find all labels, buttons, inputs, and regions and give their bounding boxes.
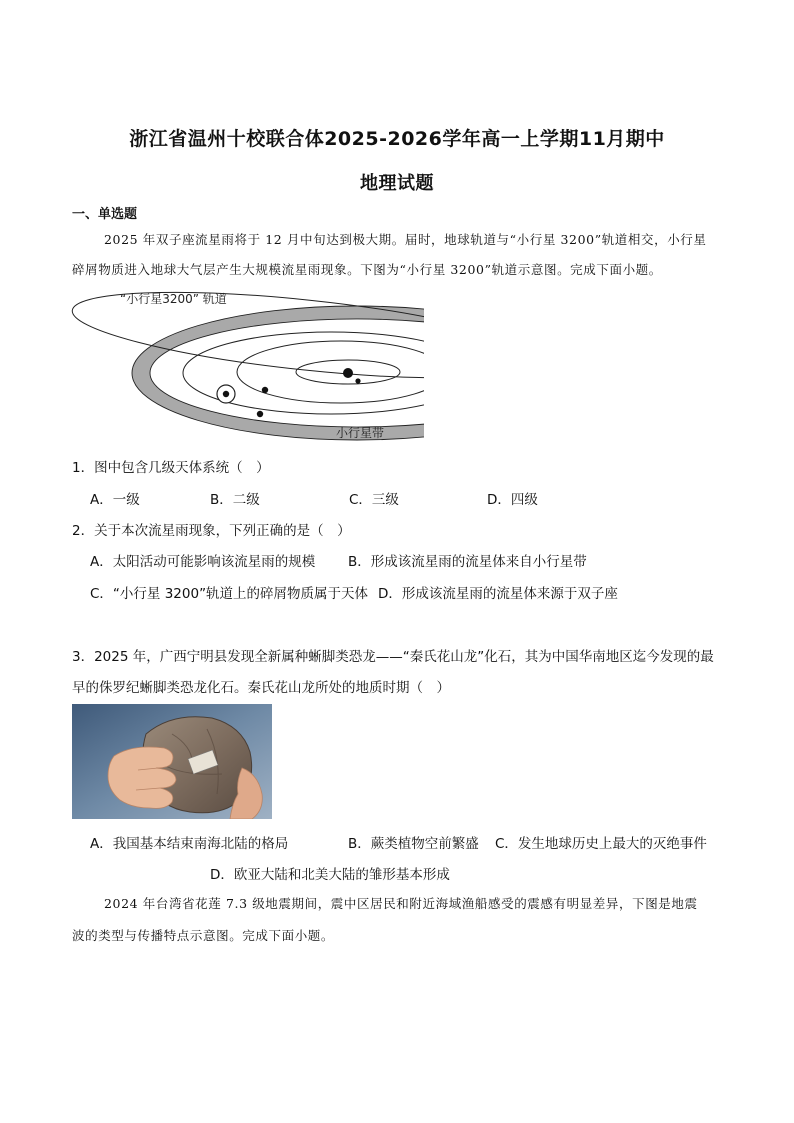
section-heading: 一、单选题 [72,207,138,222]
intro-paragraph-1-line-1: 2025 年双子座流星雨将于 12 月中旬达到极大期。届时，地球轨道与“小行星 3200”轨道相交，小行星 [104,232,707,247]
orbit-planet-dot [262,387,268,393]
question-2-option-a[interactable]: A．太阳活动可能影响该流星雨的规模 [90,554,316,570]
exam-subtitle: 地理试题 [360,173,434,194]
inner-planet-dot [355,378,360,383]
question-1-stem: 1．图中包含几级天体系统（ ） [72,460,270,476]
sun-dot [343,368,353,378]
question-1-option-b[interactable]: B．二级 [210,492,260,508]
question-2-option-b[interactable]: B．形成该流星雨的流星体来自小行星带 [348,554,587,570]
asteroid-belt-band [132,306,428,440]
planet-orbit-2 [237,341,428,403]
belt-edge-planet-dot [257,411,263,417]
question-3-option-c[interactable]: C．发生地球历史上最大的灭绝事件 [495,836,707,852]
fossil-photo [72,704,272,819]
question-2-option-c[interactable]: C．“小行星 3200”轨道上的碎屑物质属于天体 [90,586,369,602]
question-2-option-d[interactable]: D．形成该流星雨的流星体来源于双子座 [378,586,618,602]
exam-title: 浙江省温州十校联合体2025-2026学年高一上学期11月期中 [129,128,665,150]
intro-paragraph-2-line-2: 波的类型与传播特点示意图。完成下面小题。 [72,928,335,943]
intro-paragraph-2-line-1: 2024 年台湾省花莲 7.3 级地震期间，震中区居民和附近海域渔船感受的震感有明显差异，下图是地震 [104,896,698,911]
question-3-stem-line-1: 3．2025 年，广西宁明县发现全新属种蜥脚类恐龙——“秦氏花山龙”化石，其为中国华南地区迄今发现的最 [72,649,714,665]
question-3-option-a[interactable]: A．我国基本结束南海北陆的格局 [90,836,289,852]
question-3-option-d[interactable]: D．欧亚大陆和北美大陆的雏形基本形成 [210,867,450,883]
intro-paragraph-1-line-2: 碎屑物质进入地球大气层产生大规模流星雨现象。下图为“小行星 3200”轨道示意图。完成下面小题。 [72,262,662,277]
earth-dot [223,391,229,397]
question-1-option-d[interactable]: D．四级 [487,492,538,508]
asteroid-belt-label: 小行星带 [336,426,385,440]
question-2-stem: 2．关于本次流星雨现象，下列正确的是（ ） [72,523,351,539]
question-1-option-a[interactable]: A．一级 [90,492,140,508]
question-3-option-b[interactable]: B．蕨类植物空前繁盛 [348,836,479,852]
asteroid-orbit-figure [66,285,428,445]
question-1-option-c[interactable]: C．三级 [349,492,399,508]
asteroid-3200-orbit-label: “小行星3200” 轨道 [120,292,227,306]
question-3-stem-line-2: 早的侏罗纪蜥脚类恐龙化石。秦氏花山龙所处的地质时期（ ） [72,680,450,696]
